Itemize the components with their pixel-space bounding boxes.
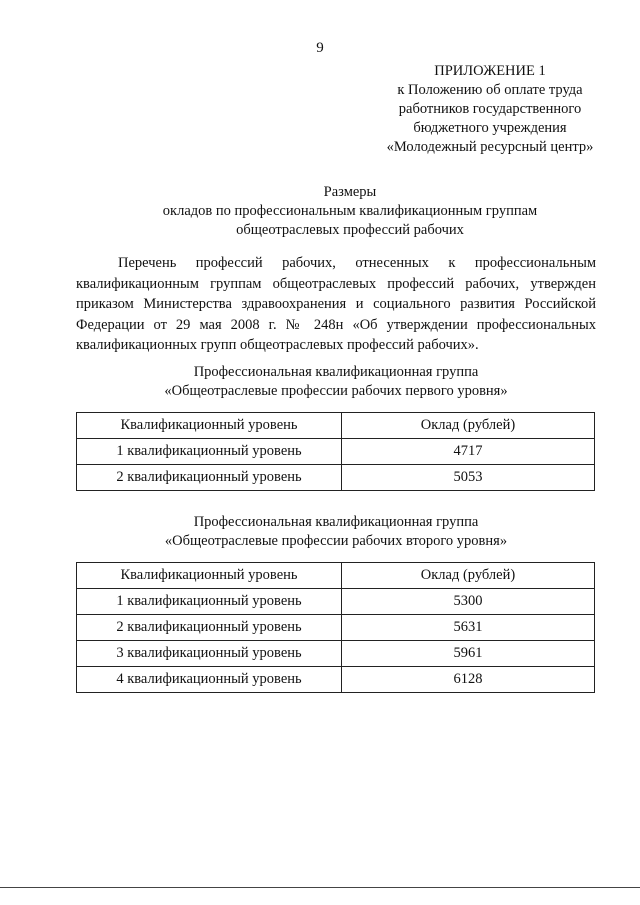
- level-cell: 3 квалификационный уровень: [77, 641, 342, 667]
- title-line: Размеры: [323, 184, 377, 200]
- level-cell: 1 квалификационный уровень: [77, 589, 342, 615]
- appendix-line: к Положению об оплате труда: [397, 82, 583, 98]
- title-line: окладов по профессиональным квалификационным группам: [162, 203, 538, 219]
- table-row: [77, 465, 595, 491]
- salary-cell: 5961: [342, 641, 595, 667]
- salary-cell: 5631: [342, 615, 595, 641]
- title-line: общеотраслевых профессий рабочих: [236, 222, 464, 238]
- intro-paragraph: [76, 253, 596, 356]
- level-cell: 4 квалификационный уровень: [77, 667, 342, 693]
- appendix-line: бюджетного учреждения: [413, 120, 567, 136]
- appendix-title: ПРИЛОЖЕНИЕ 1: [434, 63, 546, 79]
- column-header-salary: Оклад (рублей): [342, 413, 595, 439]
- column-header-level: Квалификационный уровень: [77, 563, 342, 589]
- group-heading-line: Профессиональная квалификационная группа: [193, 514, 479, 530]
- column-header-salary: Оклад (рублей): [342, 563, 595, 589]
- table-row: [77, 439, 595, 465]
- table-row: [77, 589, 595, 615]
- appendix-line: «Молодежный ресурсный центр»: [386, 139, 594, 155]
- group-heading-line: Профессиональная квалификационная группа: [193, 364, 479, 380]
- appendix-line: работников государственного: [398, 101, 582, 117]
- intro-line: квалификационным группам общеотраслевых профессий рабочих, утвержден: [76, 275, 596, 292]
- document-title: [40, 183, 640, 240]
- salary-cell: 5053: [342, 465, 595, 491]
- salary-cell: 5300: [342, 589, 595, 615]
- appendix-block: [360, 62, 620, 157]
- group-heading-second-level: [76, 513, 596, 551]
- salary-table-second-level: [76, 562, 595, 693]
- salary-table-first-level: [76, 412, 595, 491]
- table-header-row: [77, 563, 595, 589]
- intro-line: квалификационных групп общеотраслевых профессий рабочих».: [76, 337, 479, 353]
- column-header-level: Квалификационный уровень: [77, 413, 342, 439]
- table-row: [77, 641, 595, 667]
- intro-line: Перечень профессий рабочих, отнесенных к профессиональным: [118, 255, 596, 271]
- intro-line: Федерации от 29 мая 2008 г. № 248н «Об утверждении профессиональных: [76, 316, 596, 333]
- intro-line: приказом Министерства здравоохранения и социального развития Российской: [76, 296, 596, 312]
- level-cell: 1 квалификационный уровень: [77, 439, 342, 465]
- salary-cell: 4717: [342, 439, 595, 465]
- table-header-row: [77, 413, 595, 439]
- level-cell: 2 квалификационный уровень: [77, 615, 342, 641]
- page-number: 9: [316, 40, 324, 56]
- scan-edge-line: [0, 887, 640, 888]
- group-heading-first-level: [76, 363, 596, 401]
- table-row: [77, 615, 595, 641]
- salary-cell: 6128: [342, 667, 595, 693]
- group-heading-line: «Общеотраслевые профессии рабочих второго уровня»: [164, 533, 508, 549]
- group-heading-line: «Общеотраслевые профессии рабочих первого уровня»: [164, 383, 508, 399]
- level-cell: 2 квалификационный уровень: [77, 465, 342, 491]
- table-row: [77, 667, 595, 693]
